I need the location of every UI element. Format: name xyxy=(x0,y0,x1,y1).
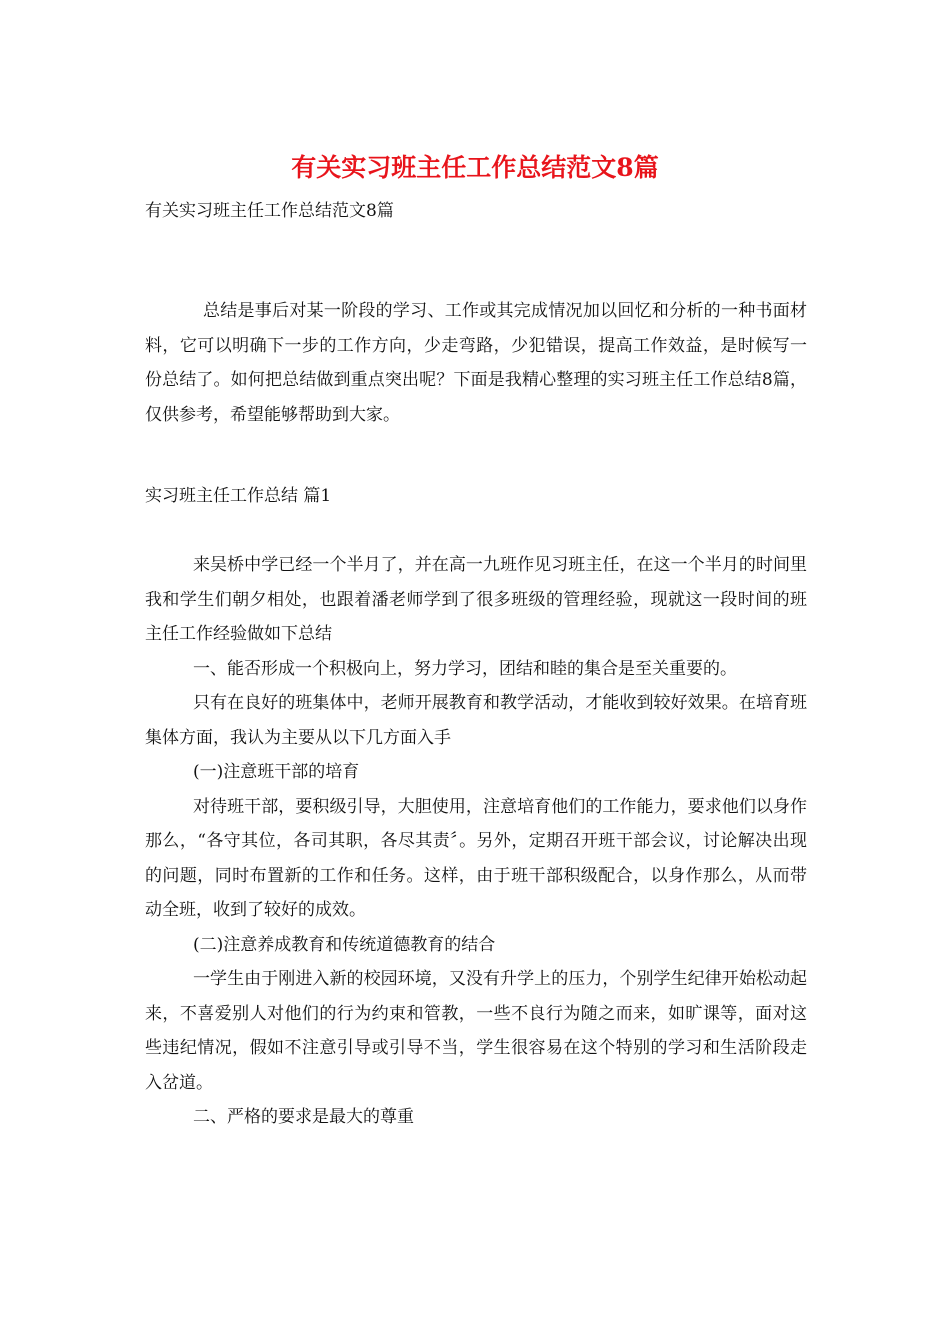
body-paragraph: 一、能否形成一个积极向上，努力学习，团结和睦的集合是至关重要的。 xyxy=(193,658,737,679)
body-paragraph: 来吴桥中学已经一个半月了，并在高一九班作见习班主任，在这一个半月的时间里我和学生们朝夕相处，也跟着潘老师学到了很多班级的管理经验，现就这一段时间的班主任工作经验做如下总结 xyxy=(145,555,807,644)
body-paragraph: 只有在良好的班集体中，老师开展教育和教学活动，才能收到较好效果。在培育班集体方面，我认为主要从以下几方面入手 xyxy=(145,693,807,748)
document-subtitle: 有关实习班主任工作总结范文8篇 xyxy=(145,201,394,221)
intro-paragraph: 总结是事后对某一阶段的学习、工作或其完成情况加以回忆和分析的一种书面材料，它可以明确下一步的工作方向，少走弯路，少犯错误，提高工作效益，是时候写一份总结了。如何把总结做到重点突出呢？下面是我精心整理的实习班主任工作总结8篇，仅供参考，希望能够帮助到大家。 xyxy=(145,301,807,425)
subheading-paragraph: (二)注意养成教育和传统道德教育的结合 xyxy=(193,934,496,955)
body-paragraph: 一学生由于刚进入新的校园环境，又没有升学上的压力，个别学生纪律开始松动起来，不喜爱别人对他们的行为约束和管教，一些不良行为随之而来，如旷课等，面对这些违纪情况，假如不注意引导或引导不当，学生很容易在这个特别的学习和生活阶段走入岔道。 xyxy=(145,969,807,1093)
subheading-paragraph: (一)注意班干部的培育 xyxy=(193,762,360,782)
subheading-paragraph: 二、严格的要求是最大的尊重 xyxy=(193,1107,414,1127)
section-content xyxy=(145,548,807,1135)
section-heading: 实习班主任工作总结 篇1 xyxy=(145,486,332,506)
document-title: 有关实习班主任工作总结范文8篇 xyxy=(291,153,659,182)
body-paragraph: 对待班干部，要积级引导，大胆使用，注意培育他们的工作能力，要求他们以身作那么，“各守其位，各司其职，各尽其责〞。另外，定期召开班干部会议，讨论解决出现的问题，同时布置新的工作和任务。这样，由于班干部积级配合，以身作那么，从而带动全班，收到了较好的成效。 xyxy=(145,796,807,920)
